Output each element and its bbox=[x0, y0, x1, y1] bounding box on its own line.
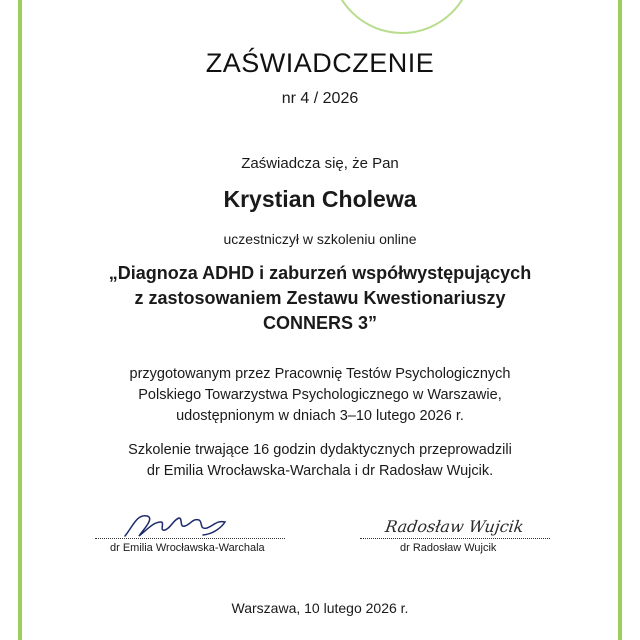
svg-text:Radosław Wujcik: Radosław Wujcik bbox=[384, 517, 525, 536]
signature-line bbox=[95, 538, 285, 539]
intro-text: Zaświadcza się, że Pan bbox=[241, 155, 399, 172]
signature-block-wujcik bbox=[360, 508, 550, 560]
training-line: Szkolenie trwające 16 godzin dydaktycznych przeprowadzili bbox=[128, 442, 512, 458]
certificate-title: ZAŚWIADCZENIE bbox=[205, 48, 435, 78]
emblem-arc bbox=[330, 0, 474, 34]
course-title bbox=[0, 261, 640, 336]
signature-line bbox=[360, 538, 550, 539]
handwritten-signature-wujcik bbox=[360, 508, 550, 542]
signature-block-warchala bbox=[95, 508, 285, 560]
prepared-line: Polskiego Towarzystwa Psychologicznego w Warszawie, bbox=[138, 387, 502, 403]
course-title-line: z zastosowaniem Zestawu Kwestionariuszy bbox=[134, 288, 506, 308]
recipient-name: Krystian Cholewa bbox=[223, 186, 417, 212]
course-title-line: „Diagnoza ADHD i zaburzeń współwystępujących bbox=[108, 263, 532, 283]
handwritten-signature-warchala bbox=[95, 508, 285, 542]
certificate-number: nr 4 / 2026 bbox=[281, 90, 359, 107]
course-title-line: CONNERS 3” bbox=[262, 313, 378, 333]
signature-label: dr Radosław Wujcik bbox=[400, 542, 497, 554]
training-info-text bbox=[0, 440, 640, 482]
prepared-by-text bbox=[0, 364, 640, 427]
signature-label: dr Emilia Wrocławska-Warchala bbox=[110, 542, 265, 554]
training-line: dr Emilia Wrocławska-Warchala i dr Radosław Wujcik. bbox=[146, 463, 494, 479]
prepared-line: przygotowanym przez Pracownię Testów Psychologicznych bbox=[129, 366, 511, 382]
participation-text: uczestniczył w szkoleniu online bbox=[223, 231, 417, 247]
prepared-line: udostępnionym w dniach 3–10 lutego 2026 r. bbox=[176, 408, 464, 424]
place-and-date: Warszawa, 10 lutego 2026 r. bbox=[231, 600, 409, 616]
